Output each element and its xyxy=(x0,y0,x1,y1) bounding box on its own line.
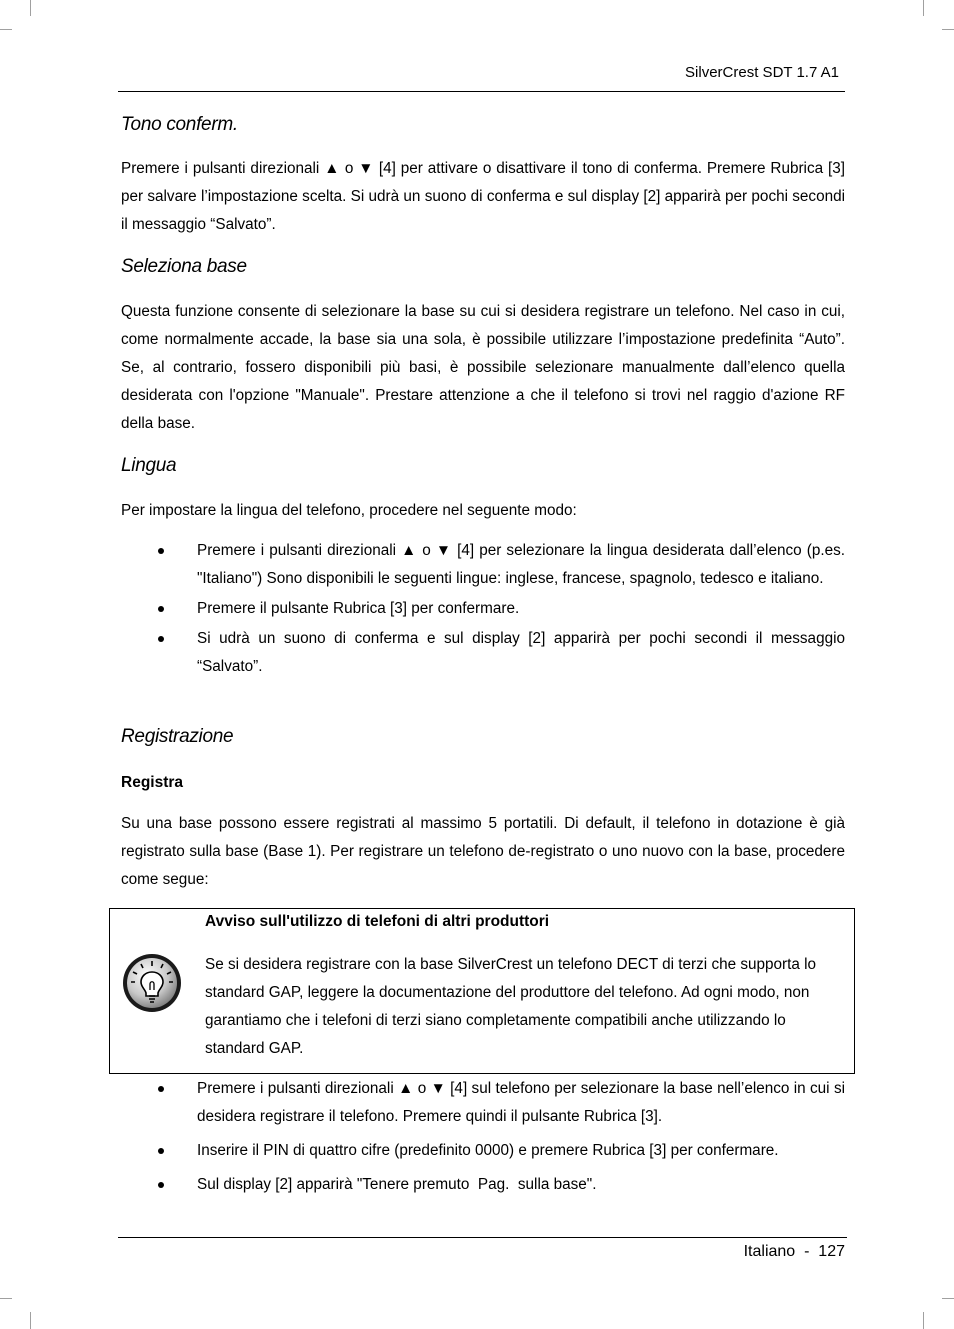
header-rule xyxy=(118,91,845,92)
page-footer: Italiano - 127 xyxy=(743,1243,845,1260)
list-item: Premere il pulsante Rubrica [3] per confermare. xyxy=(121,595,845,623)
section-heading-tono: Tono conferm. xyxy=(121,114,238,135)
crop-mark xyxy=(30,0,31,16)
list-item: Si udrà un suono di conferma e sul display [2] apparirà per pochi secondi il messaggio “Salvato”. xyxy=(121,625,845,681)
crop-mark xyxy=(30,1312,31,1329)
crop-mark xyxy=(942,1298,954,1299)
list-item: Sul display [2] apparirà "Tenere premuto Pag. sulla base". xyxy=(121,1171,845,1199)
subheading-registra: Registra xyxy=(121,774,184,791)
crop-mark xyxy=(923,1312,924,1329)
section-heading-seleziona-base: Seleziona base xyxy=(121,256,247,277)
lightbulb-icon xyxy=(121,952,183,1014)
bullet-icon xyxy=(158,548,164,554)
section-heading-registrazione: Registrazione xyxy=(121,726,234,747)
lingua-bullet-list xyxy=(121,537,845,681)
list-item: Inserire il PIN di quattro cifre (predefinito 0000) e premere Rubrica [3] per confermare. xyxy=(121,1137,845,1165)
crop-mark xyxy=(942,29,954,30)
note-body: Se si desidera registrare con la base SilverCrest un telefono DECT di terzi che supporta lo standard GAP, leggere la documentazione del produttore del telefono. Ad ogni modo, non garantiamo che i telefoni di terzi siano completamente compatibili anche utilizzando lo standard GAP. xyxy=(205,956,817,1057)
crop-mark xyxy=(923,0,924,16)
bullet-icon xyxy=(158,1086,164,1092)
paragraph-registra: Su una base possono essere registrati al massimo 5 portatili. Di default, il telefono in dotazione è già registrato sulla base (Base 1). Per registrare un telefono de-registrato o uno nuovo con la base, procedere come segue: xyxy=(121,815,845,888)
list-item: Premere i pulsanti direzionali ▲ o ▼ [4] per selezionare la lingua desiderata dall’elenco (p.es. "Italiano") Sono disponibili le seguenti lingue: inglese, francese, spagnolo, tedesco e italiano. xyxy=(121,537,845,593)
registra-bullet-list xyxy=(121,1075,845,1199)
bullet-icon xyxy=(158,1148,164,1154)
paragraph-lingua-intro: Per impostare la lingua del telefono, procedere nel seguente modo: xyxy=(121,502,577,519)
footer-rule xyxy=(118,1237,847,1238)
paragraph-tono: Premere i pulsanti direzionali ▲ o ▼ [4] per attivare o disattivare il tono di conferma. Premere Rubrica [3] per salvare l’impostazione scelta. Si udrà un suono di conferma e sul display [2] apparirà per pochi secondi il messaggio “Salvato”. xyxy=(121,160,845,233)
bullet-icon xyxy=(158,636,164,642)
bullet-icon xyxy=(158,1182,164,1188)
note-title: Avviso sull'utilizzo di telefoni di altri produttori xyxy=(205,913,550,930)
crop-mark xyxy=(0,1298,12,1299)
paragraph-seleziona-base: Questa funzione consente di selezionare la base su cui si desidera registrare un telefono. Nel caso in cui, come normalmente accade, la base sia una sola, è possibile utilizzare l’impostazione predefinita “Auto”. Se, al contrario, fossero disponibili più basi, è possibile selezionare manualmente dall’elenco quella desiderata con l'opzione "Manuale". Prestare attenzione a che il telefono si trovi nel raggio d'azione RF della base. xyxy=(121,303,845,432)
list-item: Premere i pulsanti direzionali ▲ o ▼ [4] sul telefono per selezionare la base nell’elenco in cui si desidera registrare il telefono. Premere quindi il pulsante Rubrica [3]. xyxy=(121,1075,845,1131)
crop-mark xyxy=(0,29,12,30)
section-heading-lingua: Lingua xyxy=(121,455,177,476)
bullet-icon xyxy=(158,606,164,612)
running-header: SilverCrest SDT 1.7 A1 xyxy=(685,64,839,81)
note-box xyxy=(109,908,855,1074)
